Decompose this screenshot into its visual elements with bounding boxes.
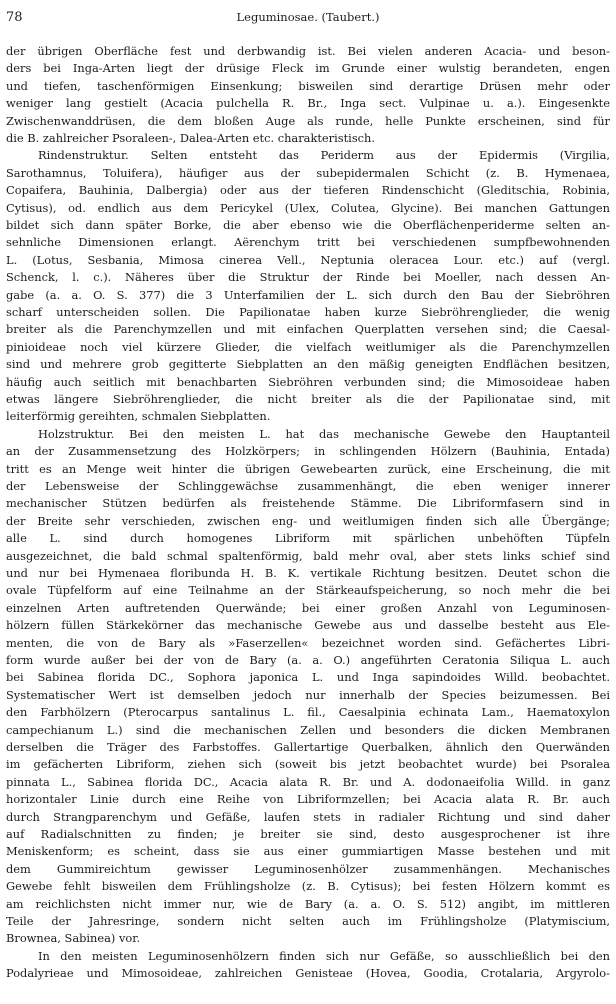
text-line: campechianum L.) sind die mechanischen Zellen und besonders die dicken Membranen [6, 722, 610, 737]
text-line: alle L. sind durch homogenes Libriform mit spärlichen unbehöften Tüpfeln [6, 531, 610, 546]
text-line: bei Sabinea florida DC., Sophora japonica L. und Inga sapindoides Willd. beobachtet. [6, 670, 610, 685]
text-line: tritt es an Menge weit hinter die übrigen Gewebearten zurück, eine Erscheinung, die mit [6, 461, 610, 476]
text-line: breiter als die Parenchymzellen und mit einfachen Querplatten versehen sind; die Caesal- [6, 322, 610, 337]
text-line: gabe (a. a. O. S. 377) die 3 Unterfamilien der L. sich durch den Bau der Siebröhren [6, 287, 610, 302]
text-line: Gewebe fehlt bisweilen dem Frühlingsholze (z. B. Cytisus); bei festen Hölzern kommt es [6, 879, 610, 894]
text-line: Meniskenform; es scheint, dass sie aus einer gummiartigen Masse bestehen und mit [6, 844, 610, 859]
text-line: leiterförmig gereihten, schmalen Siebplatten. [6, 409, 271, 424]
text-line: an der Zusammensetzung des Holzkörpers; in schlingenden Hölzern (Bauhinia, Entada) [6, 444, 610, 459]
text-line: Zwischenwanddrüsen, die dem bloßen Auge als runde, helle Punkte erscheinen, sind für [6, 113, 610, 128]
text-line: pinioideae noch viel kürzere Glieder, die vielfach weitlumiger als die Parenchymzellen [6, 339, 610, 354]
text-line: scharf unterscheiden sollen. Die Papilionatae haben kurze Siebröhrenglieder, die wenig [6, 305, 610, 319]
text-line: etwas längere Siebröhrenglieder, die nicht breiter als die der Papilionatae sind, mit [6, 392, 610, 406]
text-line: häufig auch seitlich mit benachbarten Siebröhren verbunden sind; die Mimosoideae haben [6, 374, 610, 389]
text-line: ders bei Inga-Arten liegt der drüsige Fleck im Grunde einer wulstig berandeten, engen [6, 61, 610, 76]
text-line: sind und mehrere grob gegitterte Siebplatten an den mäßig geneigten Endflächen besitzen, [6, 357, 610, 372]
text-line: Cytisus), od. endlich aus dem Pericykel (Ulex, Colutea, Glycine). Bei manchen Gattungen [6, 200, 610, 215]
text-line: horizontaler Linie durch eine Reihe von Libriformzellen; bei Acacia alata R. Br. auch [6, 792, 610, 807]
page-number: 78 [6, 10, 23, 25]
text-line: der übrigen Oberfläche fest und derbwandig ist. Bei vielen anderen Acacia- und beson- [6, 44, 610, 58]
text-line: Rindenstruktur. Selten entsteht das Periderm aus der Epidermis (Virgilia, [38, 148, 610, 163]
text-line: bildet sich dann später Borke, die aber ebenso wie die Oberflächenperiderme selten an- [6, 218, 610, 232]
text-line: die B. zahlreicher Psoraleen-, Dalea-Arten etc. charakteristisch. [6, 131, 376, 145]
text-line: und tiefen, taschenförmigen Einsenkung; bisweilen sind derartige Drüsen mehr oder [6, 78, 610, 93]
text-line: mechanischer Stützen bedürfen als freistehende Stämme. Die Libriformfasern sind in [6, 496, 610, 511]
text-line: Copaifera, Bauhinia, Dalbergia) oder aus der tieferen Rindenschicht (Gleditschia, Robinia, [6, 183, 610, 198]
running-title: Leguminosae. (Taubert.) [236, 10, 380, 24]
text-line: ovale Tüpfelform auf eine Teilnahme an der Stärkeaufspeicherung, so noch mehr die bei [6, 583, 610, 598]
text-line: Podalyrieae und Mimosoideae, zahlreichen Genisteae (Hovea, Goodia, Crotalaria, Argyrolo- [6, 966, 610, 981]
text-line: Systematischer Wert ist demselben jedoch nur innerhalb der Species beizumessen. Bei [6, 687, 610, 702]
text-line: sehnliche Dimensionen erlangt. Aërenchym tritt bei verschiedenen sumpfbewohnenden [6, 235, 610, 250]
text-line: pinnata L., Sabinea florida DC., Acacia alata R. Br. und A. dodonaeifolia Willd. in ganz [6, 774, 610, 789]
text-line: Schenck, l. c.). Näheres über die Struktur der Rinde bei Moeller, nach dessen An- [6, 270, 610, 285]
text-line: hölzern füllen Stärkekörner das mechanische Gewebe aus und dasselbe besteht aus Ele- [6, 618, 610, 633]
text-line: auf Radialschnitten zu finden; je breiter sie sind, desto ausgesprochener ist ihre [6, 827, 610, 841]
text-line: am reichlichsten nicht immer nur, wie de Bary (a. a. O. S. 512) angibt, im mittleren [6, 896, 610, 911]
text-line: den Farbhölzern (Pterocarpus santalinus L. fil., Caesalpinia echinata Lam., Haematoxylon [6, 705, 610, 720]
page-header [6, 10, 610, 32]
text-line: und nur bei Hymenaea floribunda H. B. K. vertikale Richtung besitzen. Deutet schon die [6, 566, 610, 580]
text-line: Holzstruktur. Bei den meisten L. hat das mechanische Gewebe den Hauptanteil [38, 426, 610, 441]
text-line: durch Strangparenchym und Gefäße, laufen stets in radialer Richtung und sind daher [6, 809, 610, 824]
text-line: ausgezeichnet, die bald schmal spaltenförmig, bald mehr oval, aber stets links schief sind [6, 548, 610, 563]
text-line: L. (Lotus, Sesbania, Mimosa cinerea Vell., Neptunia oleracea Lour. etc.) auf (vergl. [6, 252, 610, 267]
text-line: derselben die Träger des Farbstoffes. Gallertartige Querbalken, ähnlich den Querwänden [6, 740, 610, 754]
text-line: der Breite sehr verschieden, zwischen eng- und weitlumigen finden sich alle Übergänge; [6, 513, 610, 528]
text-line: der Lebensweise der Schlinggewächse zusammenhängt, die eben weniger innerer [6, 479, 610, 493]
text-line: einzelnen Arten auftretenden Querwände; bei einer großen Anzahl von Leguminosen- [6, 600, 610, 615]
text-line: Teile der Jahresringe, sondern nicht selten auch im Frühlingsholze (Platymiscium, [6, 914, 610, 928]
text-line: Browneа, Sabinea) vor. [6, 931, 141, 946]
text-line: Sarothamnus, Toluifera), häufiger aus der subepidermalen Schicht (z. B. Hymenaea, [6, 165, 610, 180]
text-line: In den meisten Leguminosenhölzern finden sich nur Gefäße, so ausschließlich bei den [38, 948, 610, 963]
text-line: form wurde außer bei der von de Bary (a. a. O.) angeführten Ceratonia Siliqua L. auch [6, 653, 610, 667]
text-line: weniger lang gestielt (Acacia pulchella R. Br., Inga sect. Vulpinae u. a.). Eingesenkte [6, 96, 610, 111]
text-line: im gefächerten Libriform, ziehen sich (soweit bis jetzt beobachtet wurde) bei Psoralea [6, 757, 610, 772]
text-line: dem Gummireichtum gewisser Leguminosenhölzer zusammenhängen. Mechanisches [6, 861, 610, 876]
text-line: menten, die von de Bary als »Faserzellen« bezeichnet worden sind. Gefächertes Libri- [6, 635, 610, 650]
